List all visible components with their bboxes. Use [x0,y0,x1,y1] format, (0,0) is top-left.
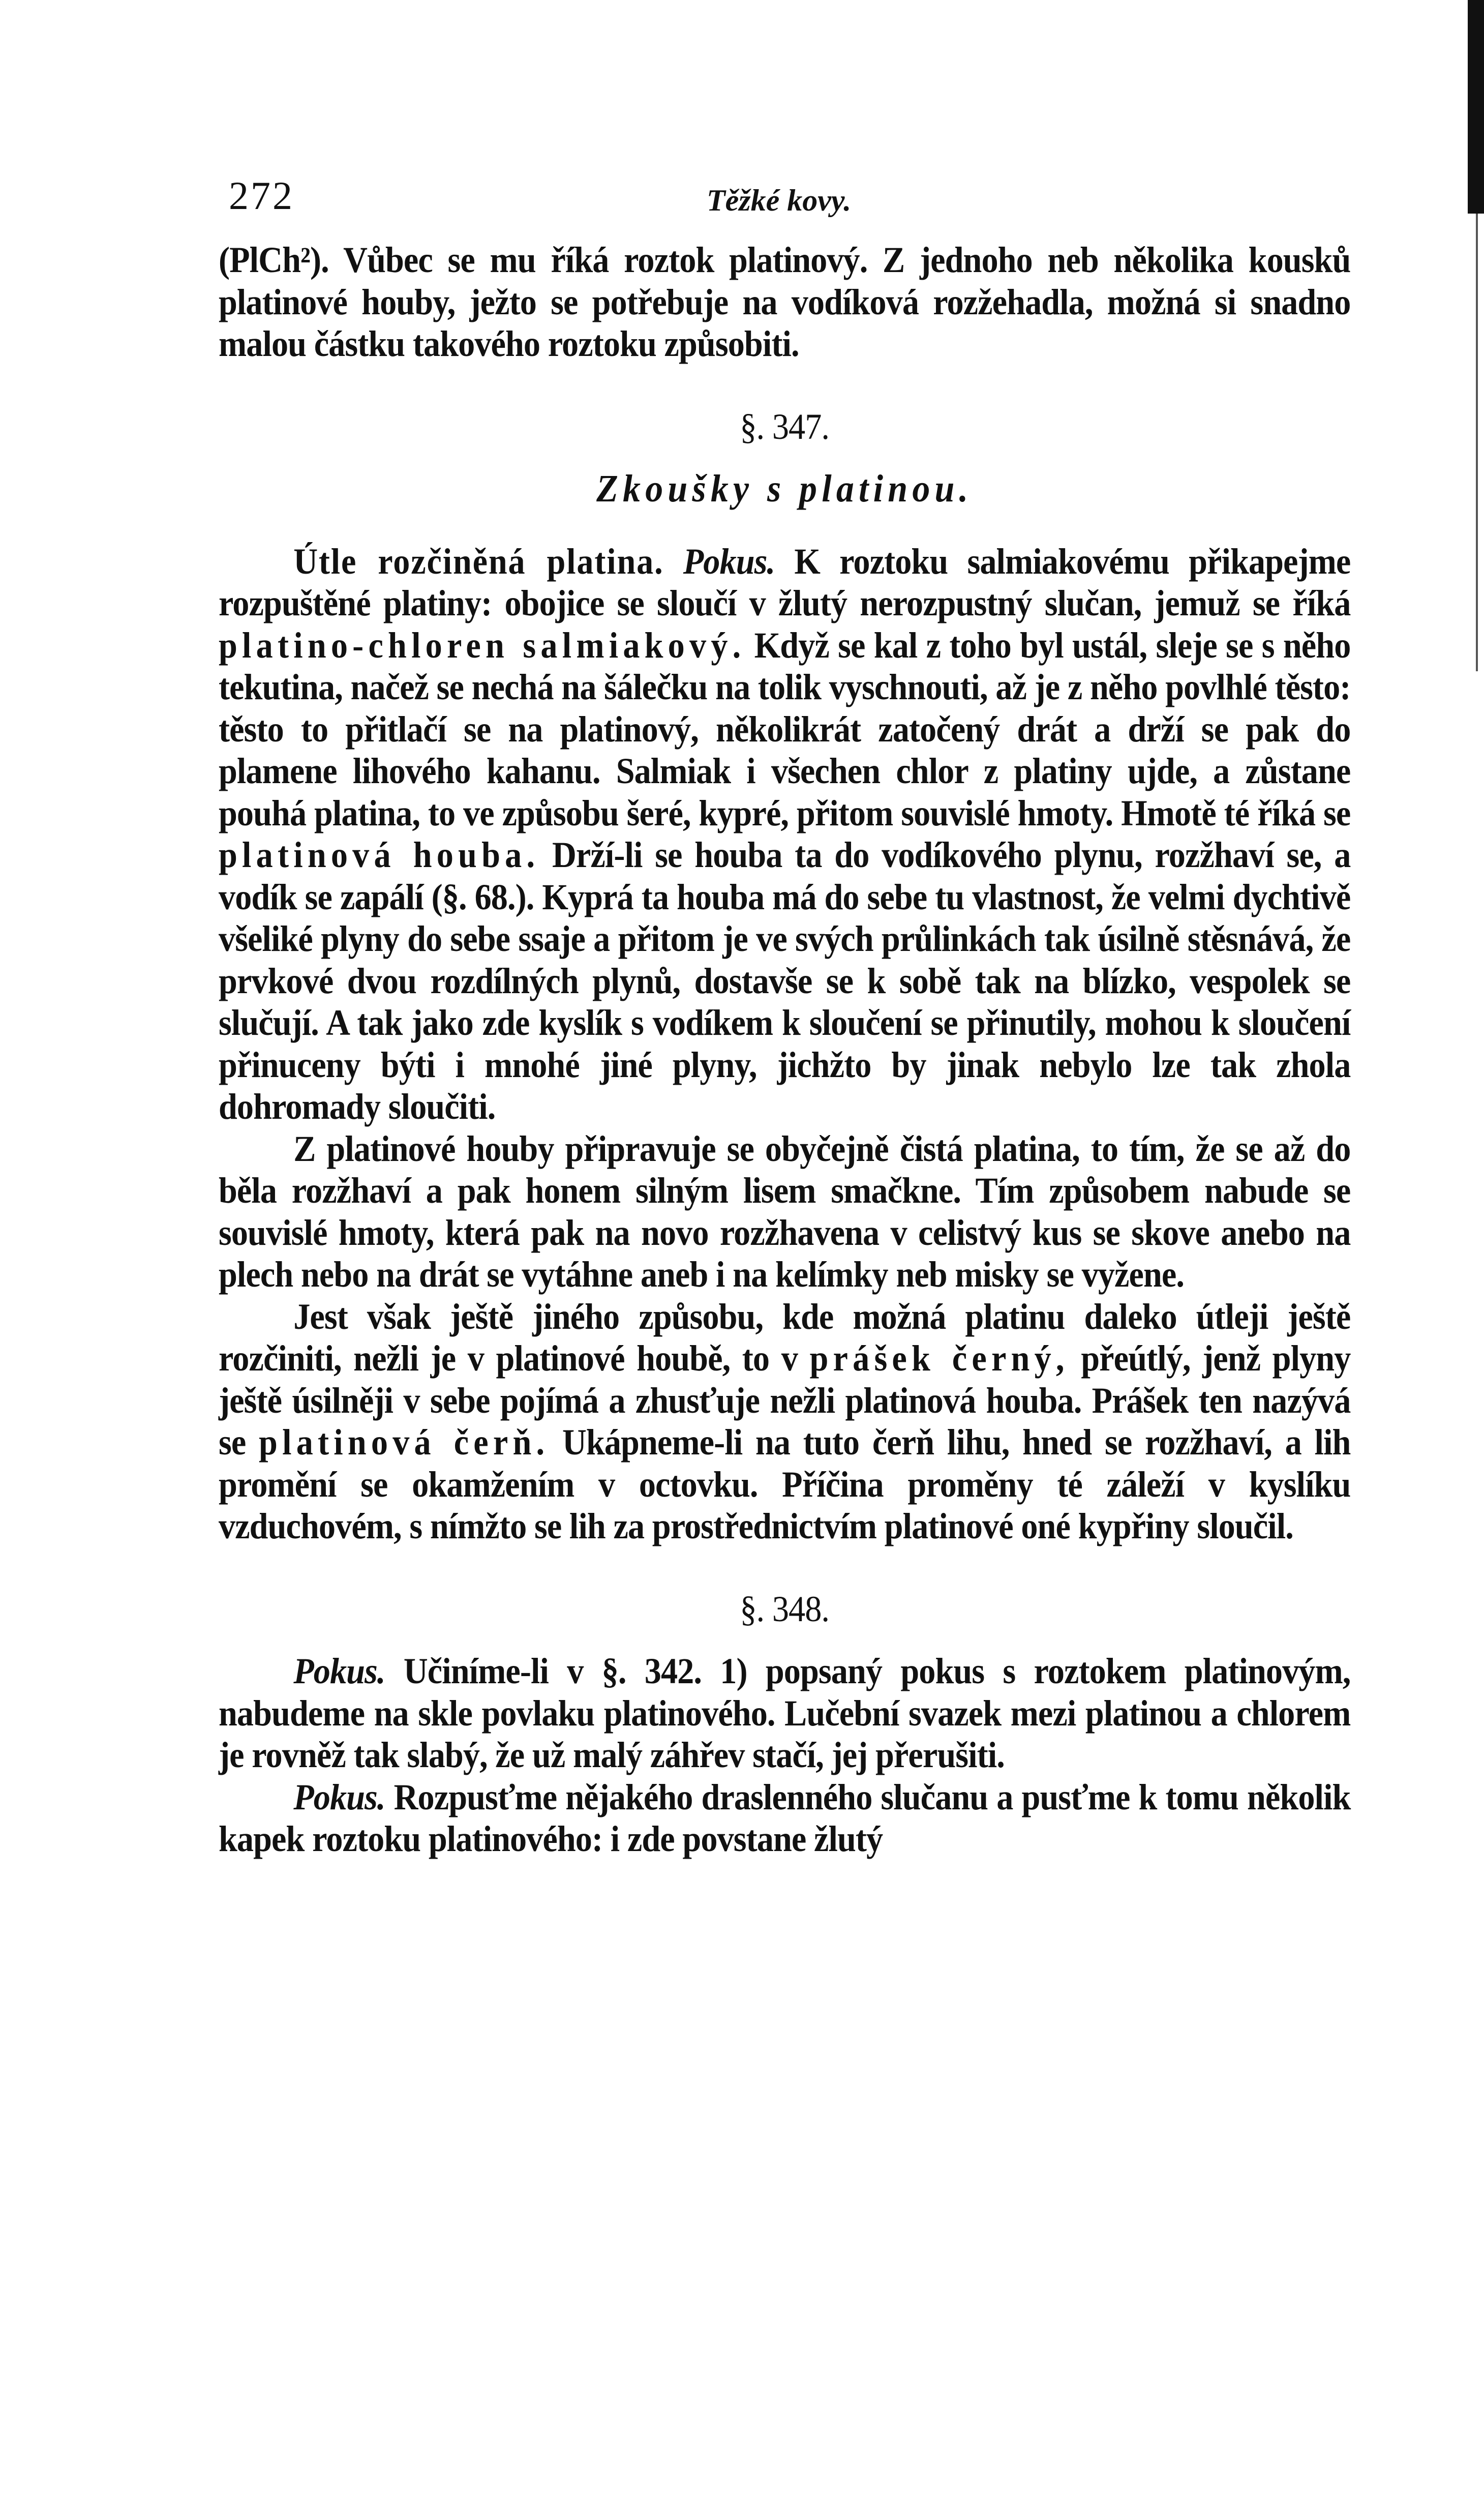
scan-edge-line [1476,214,1478,671]
paragraph-platinum-sponge [219,541,1350,1128]
text-run: Drží-li se houba ta do vodíkového plynu, rozžhaví se, a vodík se zapálí (§. 68.). Kyprá ta houba má do sebe tu vlastnost, že velmi dychtivě všeliké plyny do sebe ssaje a přitom je ve svých průlinkách tak úsilně stěsnává, že prvkové dvou rozdílných plynů, dostavše se k sobě tak na blízko, vespolek se slučují. A tak jako zde kyslík s vodíkem k sloučení se přinutily, mohou k sloučení přinuceny býti i mnohé jiné plyny, jichžto by jinak nebylo lze tak zhola dohromady sloučiti. [219,834,1351,1127]
spaced-term: platinová čerň. [259,1422,550,1463]
running-title: Těžké kovy. [707,184,852,217]
text-run: Učiníme-li v §. 342. 1) popsaný pokus s roztokem platinovým, nabudeme na skle povlaku platinového. Lučební svazek mezi platinou a chlorem je rovněž tak slabý, že už malý záhřev stačí, jej přerušiti. [219,1651,1351,1775]
scan-edge-shadow [1468,0,1484,214]
text-run: K roztoku salmiakovému přikapejme rozpuštěné platiny: obojice se sloučí v žlutý nerozpustný slučan, jemuž se říká [219,541,1351,623]
page-number: 272 [229,173,294,218]
text-run: Rozpusťme nějakého draslenného slučanu a pusťme k tomu několik kapek roztoku platinového: i zde povstane žlutý [219,1776,1351,1859]
text-run: přeútlý, jenž plyny ještě úsilněji v sebe pojímá a zhusťuje nežli platinová houba. Prášek ten nazývá se [219,1338,1351,1463]
paragraph-pure-platinum: Z platinové houby připravuje se obyčejně čistá platina, to tím, že se až do běla rozžhaví a pak honem silným lisem smačkne. Tím způsobem nabude se souvislé hmoty, která pak na novo rozžhavena v celistvý kus se skove anebo na plech nebo na drát se vytáhne aneb i na kelímky neb misky se vyžene. [219,1128,1351,1295]
text-run: Jest však ještě jiného způsobu, kde možná platinu daleko útleji ještě rozčiniti, nežli je v platinové houbě, to v [219,1296,1351,1379]
pokus-label: Pokus. [683,541,775,582]
intro-paragraph: (PlCh²). Vůbec se mu říká roztok platinový. Z jednoho neb několika kousků platinové houby, ježto se potřebuje na vodíková rozžehadla, možná si snadno malou částku takového roztoku způsobiti. [219,240,1351,364]
running-head [219,163,1352,219]
pokus-label: Pokus. [293,1776,385,1817]
body-text [219,239,1350,1860]
text-run: Ukápneme-li na tuto čerň lihu, hned se rozžhaví, a lih promění se okamžením v octovku. Příčina proměny té záleží v kyslíku vzduchovém, s nímžto se lih za prostřednictvím platinové oné kypřiny sloučil. [219,1422,1351,1546]
paragraph-platinum-black [219,1296,1350,1547]
text-run: Když se kal z toho byl ustál, sleje se s něho tekutina, načež se nechá na šálečku na tolik vyschnouti, až je z něho povlhlé těsto: těsto to přitlačí se na platinový, několikrát zatočený drát a drží se pak do plamene lihového kahanu. Salmiak i všechen chlor z platiny ujde, a zůstane pouhá platina, to ve způsobu šeré, kypré, přitom souvislé hmoty. Hmotě té říká se [219,624,1351,833]
pokus-label: Pokus. [293,1651,385,1691]
paragraph-lead: Útle rozčiněná platina. [293,541,664,582]
spaced-term: platinová houba. [219,834,540,875]
section-title-347: Zkoušky s platinou. [596,467,973,510]
paragraph-experiment-1 [219,1650,1350,1776]
spaced-term: prášek černý, [809,1338,1069,1379]
section-number-348: §. 348. [740,1588,830,1629]
spaced-term: platino-chloren salmiakový. [219,624,746,666]
section-number-347: §. 347. [740,406,830,447]
paragraph-experiment-2 [219,1776,1350,1860]
book-page [219,163,1352,1860]
